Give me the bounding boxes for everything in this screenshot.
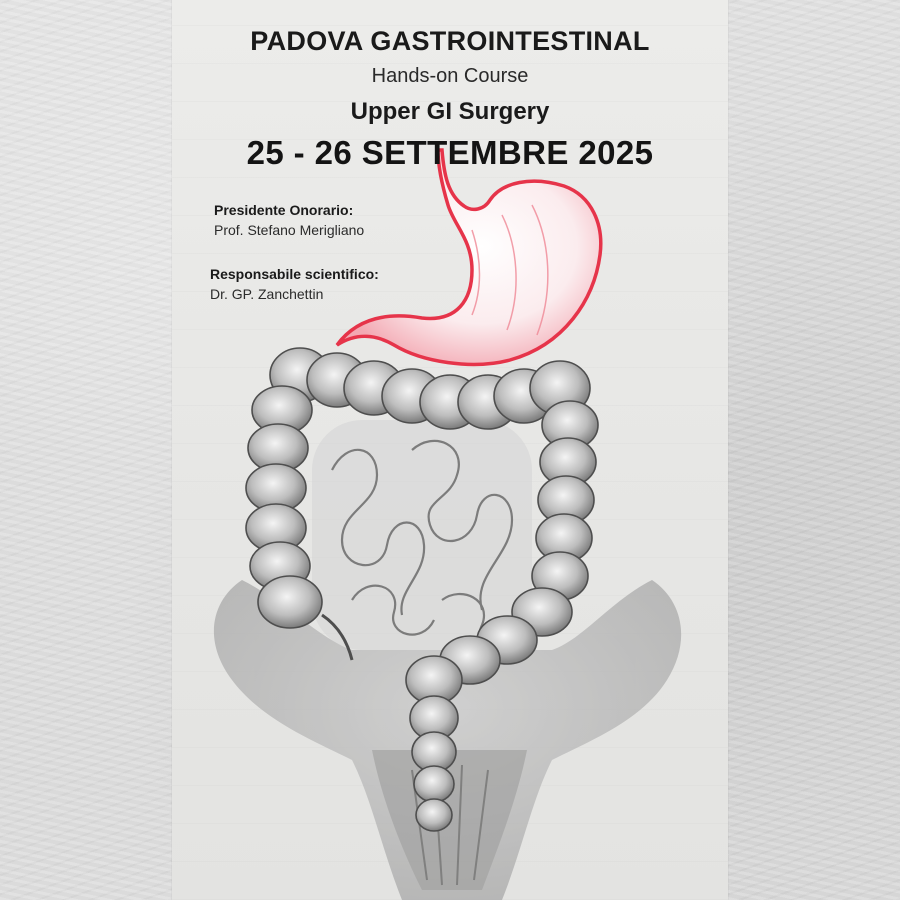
right-background-texture — [728, 0, 900, 900]
scientific-lead-label: Responsabile scientifico: — [210, 266, 379, 282]
honorary-president-block — [214, 200, 364, 240]
left-background-texture — [0, 0, 172, 900]
scientific-lead-name: Dr. GP. Zanchettin — [210, 286, 324, 302]
event-dates: 25 - 26 SETTEMBRE 2025 — [246, 134, 654, 171]
course-name: Upper GI Surgery — [350, 98, 550, 125]
small-intestine — [312, 420, 532, 650]
event-subtitle: Hands-on Course — [371, 65, 529, 87]
honorary-president-name: Prof. Stefano Merigliano — [214, 222, 365, 238]
stomach-highlight — [337, 150, 601, 364]
honorary-president-label: Presidente Onorario: — [214, 202, 354, 218]
scientific-lead-block — [210, 264, 379, 304]
event-title: PADOVA GASTROINTESTINAL — [250, 26, 650, 56]
course-poster — [172, 0, 728, 900]
